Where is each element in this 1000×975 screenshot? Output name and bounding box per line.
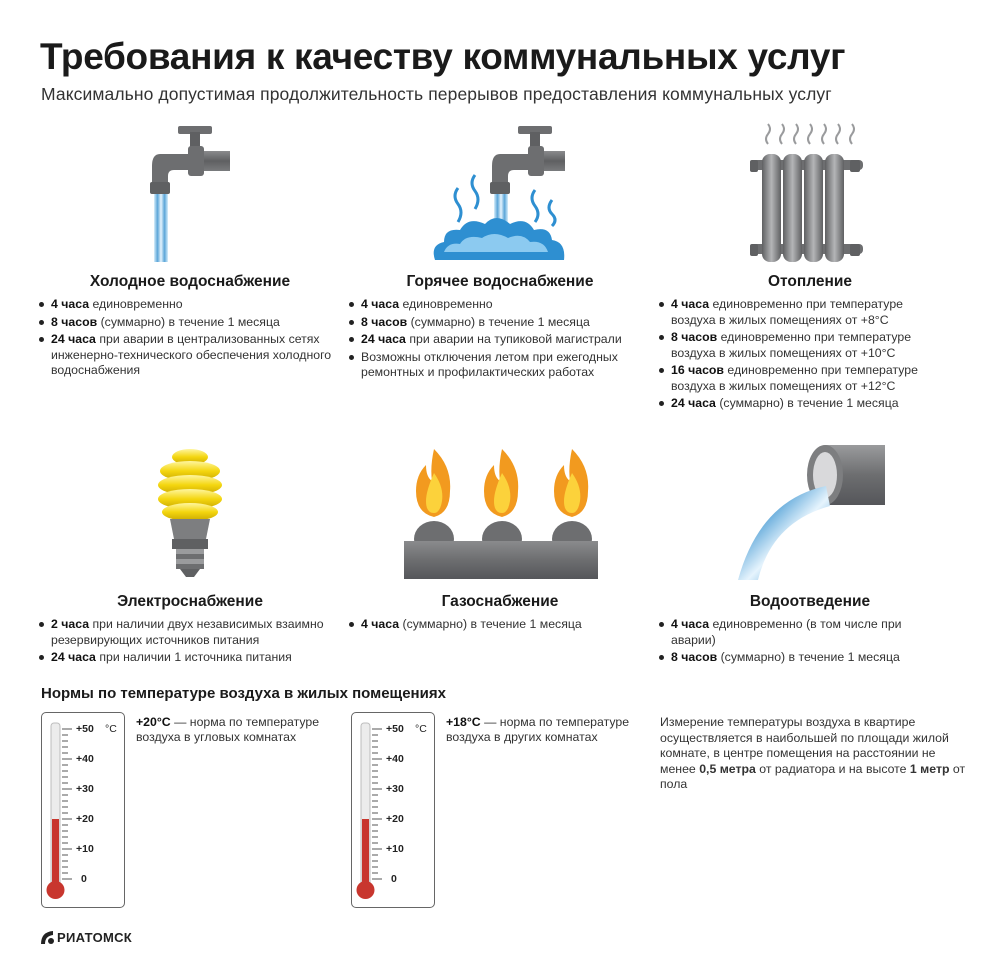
service-title-gas: Газоснабжение — [441, 593, 559, 610]
gas-requirements — [348, 617, 648, 635]
hot-water-requirements — [348, 297, 648, 383]
gas-burner-icon — [400, 447, 600, 582]
heating-requirements — [658, 297, 948, 414]
scale-label: +10 — [76, 843, 94, 855]
list-item: 8 часов (суммарно) в течение 1 месяца — [38, 315, 338, 331]
list-item: 24 часа при аварии в централизованных сетях инженерно-технического обеспечения холодного водоснабжения — [38, 332, 338, 379]
list-item: 24 часа при наличии 1 источника питания — [38, 650, 328, 666]
scale-label: 0 — [391, 873, 397, 885]
page-title: Требования к качеству коммунальных услуг — [40, 36, 846, 77]
scale-label: +30 — [76, 783, 94, 795]
radiator-icon — [750, 122, 865, 267]
scale-label: +40 — [386, 753, 404, 765]
sewage-requirements — [658, 617, 928, 668]
logo-text: РИАТОМСК — [57, 930, 133, 945]
hot-water-faucet-icon — [430, 120, 570, 265]
scale-label: +40 — [76, 753, 94, 765]
scale-label: +30 — [386, 783, 404, 795]
scale-label: +20 — [76, 813, 94, 825]
scale-label: 0 — [81, 873, 87, 885]
thermometer-other-rooms — [351, 712, 435, 908]
list-item: 8 часов (суммарно) в течение 1 месяца — [348, 315, 648, 331]
unit-label: °C — [415, 723, 427, 735]
thermometer-corner-rooms — [41, 712, 125, 908]
drain-pipe-icon — [730, 440, 890, 585]
list-item: 24 часа (суммарно) в течение 1 месяца — [658, 396, 948, 412]
page-subtitle: Максимально допустимая продолжительность перерывов предоставления коммунальных услуг — [41, 84, 832, 104]
list-item: 16 часов единовременно при температуре воздуха в жилых помещениях от +12°C — [658, 363, 948, 394]
list-item: 2 часа при наличии двух независимых взаимно резервирующих источников питания — [38, 617, 328, 648]
measurement-note: Измерение температуры воздуха в квартире осуществляется в наибольшей по площади жилой комнате, в центре помещения на расстоянии не менее 0,5 метра от радиатора и на высоте 1 метр от пола — [660, 715, 966, 791]
light-bulb-icon — [150, 447, 230, 582]
list-item: 8 часов единовременно при температуре воздуха в жилых помещениях от +10°C — [658, 330, 948, 361]
ria-logo-icon — [40, 930, 55, 945]
list-item: 4 часа единовременно (в том числе при аварии) — [658, 617, 928, 648]
scale-label: +50 — [386, 723, 404, 735]
electricity-requirements — [38, 617, 328, 668]
scale-label: +20 — [386, 813, 404, 825]
list-item: 4 часа единовременно при температуре воздуха в жилых помещениях от +8°C — [658, 297, 948, 328]
norms-title: Нормы по температуре воздуха в жилых помещениях — [41, 685, 446, 702]
list-item: 24 часа при аварии на тупиковой магистрали — [348, 332, 648, 348]
service-title-cold-water: Холодное водоснабжение — [89, 273, 291, 290]
service-title-sewage: Водоотведение — [749, 593, 871, 610]
norm-other-rooms: +18°C — норма по температуре воздуха в других комнатах — [446, 715, 630, 744]
publisher-logo — [40, 930, 132, 945]
scale-label: +10 — [386, 843, 404, 855]
list-item: 4 часа единовременно — [348, 297, 648, 313]
norm-corner-rooms: +20°C — норма по температуре воздуха в угловых комнатах — [136, 715, 320, 744]
service-title-electricity: Электроснабжение — [117, 593, 263, 610]
unit-label: °C — [105, 723, 117, 735]
cold-water-faucet-icon — [140, 120, 240, 265]
service-title-heating: Отопление — [767, 273, 853, 290]
scale-label: +50 — [76, 723, 94, 735]
list-item: Возможны отключения летом при ежегодных ремонтных и профилактических работах — [348, 350, 648, 381]
cold-water-requirements — [38, 297, 338, 381]
list-item: 8 часов (суммарно) в течение 1 месяца — [658, 650, 928, 666]
list-item: 4 часа единовременно — [38, 297, 338, 313]
list-item: 4 часа (суммарно) в течение 1 месяца — [348, 617, 648, 633]
service-title-hot-water: Горячее водоснабжение — [406, 273, 594, 290]
